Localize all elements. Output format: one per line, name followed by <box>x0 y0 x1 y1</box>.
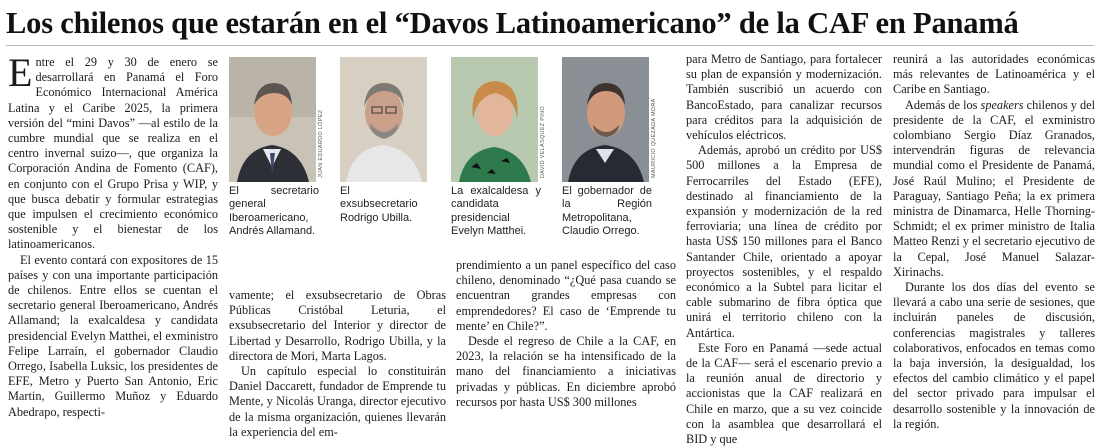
paragraph-text: Además de los <box>905 97 981 112</box>
photo-caption: El exsubsecretario Rodrigo Ubilla. <box>340 185 418 224</box>
article-paragraph: reunirá a las autoridades económicas más relevantes de Latinoamérica y el Caribe en Santiago. <box>893 52 1095 97</box>
drop-cap: E <box>8 50 33 95</box>
lead-paragraph-text: ntre el 29 y 30 de enero se desarrollará en Panamá el Foro Económico Internacional América Latina y el Caribe 2025, la primera versión del “mini Davos” —al estilo de la cumbre mundial que se realiza en el centro invernal suizo—, que organiza la Corporación Andina de Fomento (CAF), en conjunto con el Grupo Prisa y WIP, y que busca debatir y formular estrategias que impulsen el crecimiento económico sostenible y el bienestar de los latinoamericanos. <box>8 55 218 252</box>
photo-credit: DAVID VELÁSQUEZ PINO <box>540 106 546 178</box>
article-paragraph: Además, aprobó un crédito por US$ 500 millones a la Empresa de Ferrocarriles del Estado (EFE), destinado al financiamiento de la expansión y modernización de la red ferroviaria; una línea de crédito por hasta US$ 150 millones para el Banco Santander Chile, orientado a apoyar proyectos sostenibles, y el respaldo económico a la Subtel para licitar el cable submarino de fibra óptica que unirá el territorio chileno con la Antártica. <box>686 143 882 340</box>
article-headline: Los chilenos que estarán en el “Davos Latinoamericano” de la CAF en Panamá <box>6 6 1019 40</box>
photo-caption: La exalcaldesa y candidata presidencial Evelyn Matthei. <box>451 185 541 237</box>
photo-credit: MAURICIO QUEZADA MORA <box>651 98 657 178</box>
portrait-photo-allamand <box>229 57 316 182</box>
article-paragraph: para Metro de Santiago, para fortalecer su plan de expansión y modernización. También suscribió un acuerdo con BancoEstado, para canalizar recursos para créditos para la adquisición de vehículos eléctricos. <box>686 52 882 143</box>
lead-paragraph <box>8 50 218 253</box>
article-paragraph: Un capítulo especial lo constituirán Daniel Daccarett, fundador de Emprende tu Mente, y Nicolás Uranga, director ejecutivo de la misma organización, quienes llevarán la experiencia del em- <box>229 364 446 439</box>
portrait-photo-orrego <box>562 57 649 182</box>
article-column-3 <box>456 258 676 410</box>
photo-credit: JUAN EDUARDO LÓPEZ <box>318 109 324 178</box>
photo-caption: El gobernador de la Región Metropolitana, Claudio Orrego. <box>562 185 652 237</box>
portrait-photo-matthei <box>451 57 538 182</box>
article-column-5 <box>893 52 1095 432</box>
article-paragraph: Desde el regreso de Chile a la CAF, en 2023, la relación se ha intensificado de la mano del financiamiento a iniciativas privadas y públicas. En diciembre aprobó recursos por hasta US$ 300 millones <box>456 334 676 409</box>
portrait-photo-ubilla <box>340 57 427 182</box>
article-paragraph: prendimiento a un panel específico del caso chileno, denominado “¿Qué pasa cuando se encuentran grandes empresas con emprendedores? El caso de ‘Emprende tu mente’ en Chile?”. <box>456 258 676 333</box>
article-column-2 <box>229 288 446 440</box>
paragraph-text: chilenos y del presidente de la CAF, el exministro colombiano Sergio Díaz Granados, intervendrán figuras de relevancia mundial como el Presidente de Panamá, José Raúl Mulino; el Presidente de Paraguay, Santiago Peña; la ex primera ministra de Dinamarca, Helle Thorning-Schmidt; el ex primer ministro de Italia Matteo Renzi y el secretario ejecutivo de la Cepal, José Manuel Salazar-Xirinachs. <box>893 97 1095 279</box>
article-paragraph: Este Foro en Panamá —sede actual de la CAF— será el escenario previo a la reunión anual de directorio y accionistas que la CAF realizará en Chile en marzo, que a su vez coincide con la asamblea que desarrollará el BID y que <box>686 340 882 447</box>
article-paragraph: El evento contará con expositores de 15 países y con una importante participación de chilenos. Entre ellos se cuentan el secretario general Iberoamericano, Andrés Allamand; la exalcaldesa y candidata presidencial Evelyn Matthei, el exministro Felipe Larraín, el gobernador Claudio Orrego, Isabella Luksic, los presidentes de EFE, Metro y Puerto San Antonio, Eric Martin, Guillermo Muñoz y Eduardo Abedrapo, respecti- <box>8 252 218 419</box>
article-column-4 <box>686 52 882 447</box>
article-paragraph: vamente; el exsubsecretario de Obras Públicas Cristóbal Leturia, el exsubsecretario del Interior y director de Libertad y Desarrollo, Rodrigo Ubilla, y la directora de Mori, Marta Lagos. <box>229 288 446 363</box>
article-paragraph <box>893 98 1095 280</box>
article-paragraph: Durante los dos días del evento se llevará a cabo una serie de sesiones, que incluirán paneles de discusión, conferencias magistrales y talleres colaborativos, enfocados en temas como la baja inversión, la desigualdad, los efectos del cambio climático y el papel del sector privado para impulsar el desarrollo sostenible y la innovación de la región. <box>893 280 1095 431</box>
article-column-1 <box>8 50 218 420</box>
emphasized-word: speakers <box>980 97 1024 112</box>
headline-divider <box>6 45 1094 46</box>
photo-caption: El secretario general Iberoamericano, Andrés Allamand. <box>229 185 319 237</box>
